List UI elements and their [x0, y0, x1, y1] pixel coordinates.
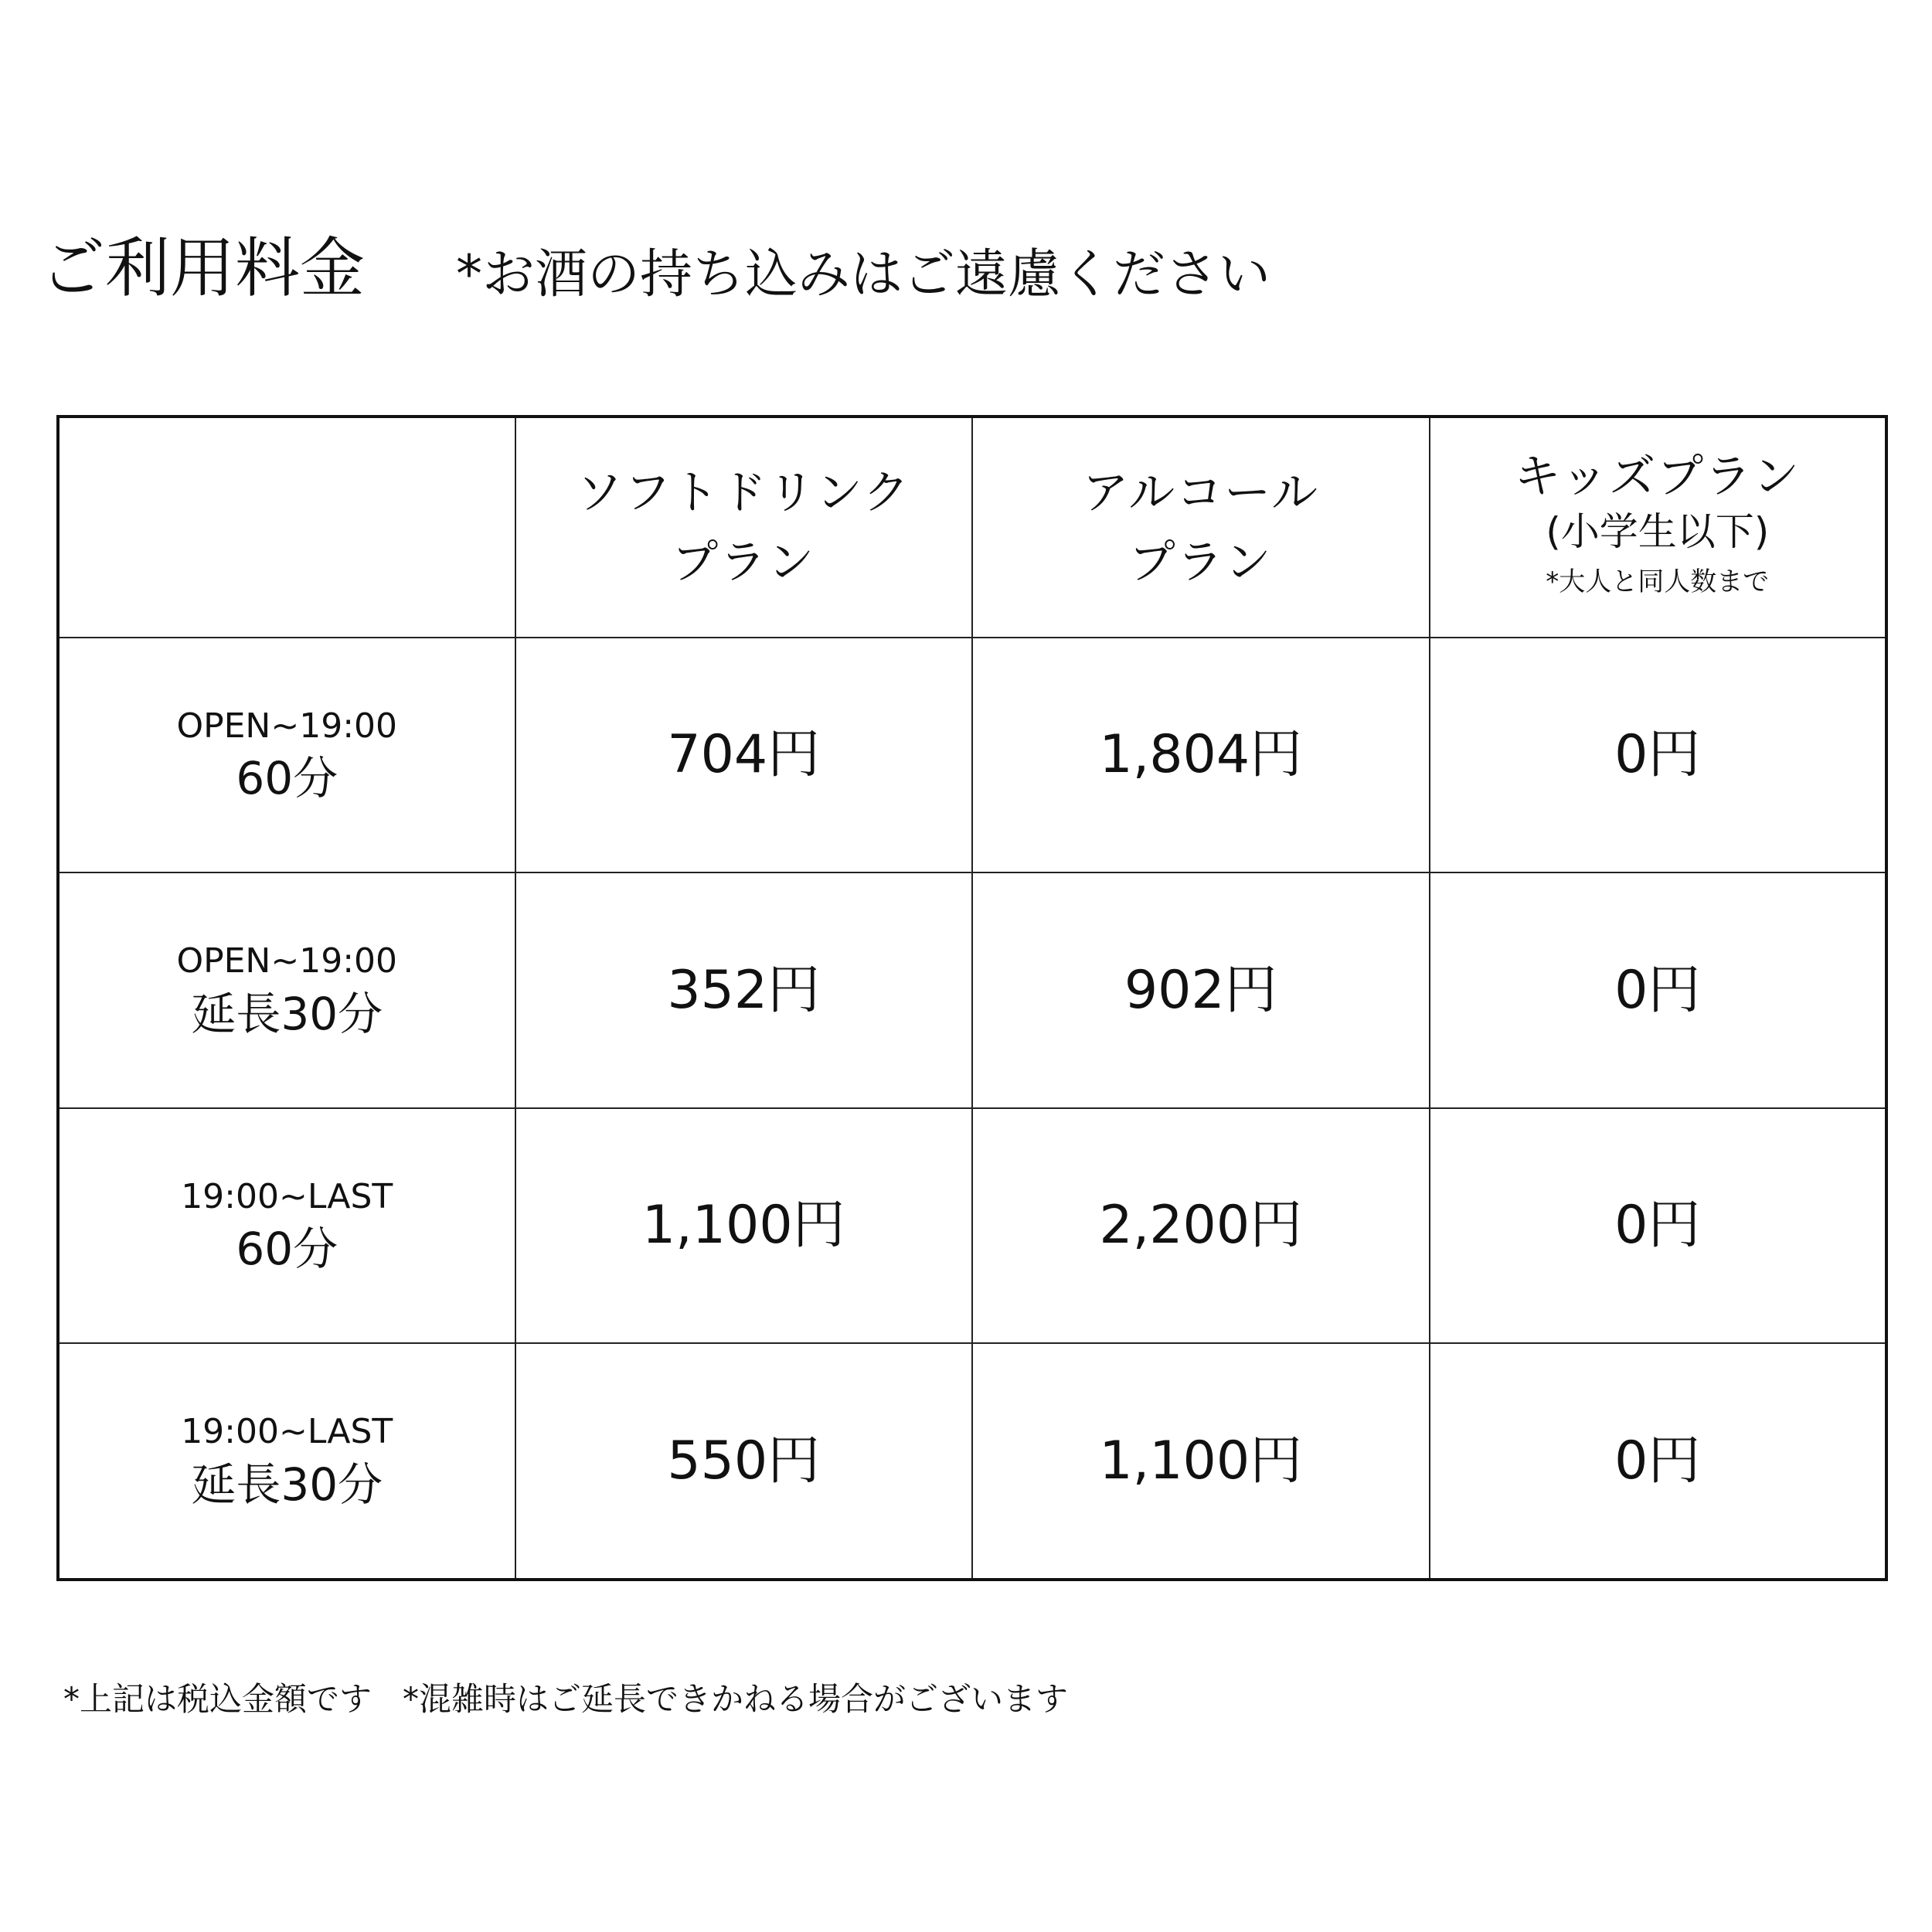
plan-name-line2: プラン	[672, 535, 816, 590]
no-outside-alcohol-notice: *お酒の持ち込みはご遠慮ください	[456, 244, 1271, 305]
soft-drink-price	[515, 1343, 973, 1580]
page-title: ご利用料金	[40, 230, 366, 306]
price-value: 352円	[667, 959, 821, 1021]
table-row	[58, 638, 1886, 872]
price-value: 550円	[667, 1430, 821, 1492]
table-row	[58, 872, 1886, 1107]
price-value: 0円	[1614, 1430, 1701, 1492]
price-value: 1,100円	[641, 1195, 845, 1257]
alcohol-price	[972, 638, 1430, 872]
price-value: 902円	[1124, 959, 1277, 1021]
table-header-row	[58, 417, 1886, 638]
tax-included-note: *上記は税込金額です	[63, 1680, 372, 1718]
kids-price	[1430, 872, 1887, 1107]
price-value: 1,804円	[1099, 724, 1303, 786]
plan-name-line1: アルコール	[1082, 465, 1319, 520]
plan-name-line2: プラン	[1128, 535, 1273, 590]
soft-drink-price	[515, 872, 973, 1107]
kids-price	[1430, 1343, 1887, 1580]
soft-drink-price	[515, 638, 973, 872]
price-value: 0円	[1614, 959, 1701, 1021]
time-slot-cell	[58, 638, 515, 872]
kids-price	[1430, 1108, 1887, 1343]
header-cell-alcohol-plan	[972, 417, 1430, 638]
duration: 60分	[236, 752, 338, 805]
table-row	[58, 1343, 1886, 1580]
price-table	[56, 415, 1888, 1581]
price-value: 704円	[667, 724, 821, 786]
alcohol-price	[972, 1108, 1430, 1343]
busy-extension-note: *混雑時はご延長できかねる場合がございます	[403, 1680, 1069, 1718]
soft-drink-price	[515, 1108, 973, 1343]
kids-price	[1430, 638, 1887, 872]
alcohol-price	[972, 1343, 1430, 1580]
alcohol-price	[972, 872, 1430, 1107]
table-row	[58, 1108, 1886, 1343]
plan-eligibility: (小学生以下)	[1546, 509, 1770, 554]
footer-notes	[63, 1680, 1069, 1718]
plan-name-line1: キッズプラン	[1514, 449, 1801, 504]
price-value: 1,100円	[1099, 1430, 1303, 1492]
duration: 延長30分	[191, 987, 383, 1040]
time-slot-cell	[58, 1343, 515, 1580]
plan-name-line1: ソフトドリンク	[576, 465, 911, 520]
time-range: OPEN~19:00	[176, 706, 398, 746]
time-slot-cell	[58, 1108, 515, 1343]
duration: 60分	[236, 1223, 338, 1276]
header-cell-empty	[58, 417, 515, 638]
duration: 延長30分	[191, 1458, 383, 1511]
header-cell-kids-plan	[1430, 417, 1887, 638]
header-cell-soft-drink-plan	[515, 417, 973, 638]
time-range: 19:00~LAST	[181, 1412, 393, 1452]
time-slot-cell	[58, 872, 515, 1107]
time-range: 19:00~LAST	[181, 1176, 393, 1216]
plan-limit-note: *大人と同人数まで	[1546, 566, 1770, 597]
price-value: 0円	[1614, 724, 1701, 786]
price-value: 2,200円	[1099, 1195, 1303, 1257]
price-value: 0円	[1614, 1195, 1701, 1257]
time-range: OPEN~19:00	[176, 941, 398, 981]
